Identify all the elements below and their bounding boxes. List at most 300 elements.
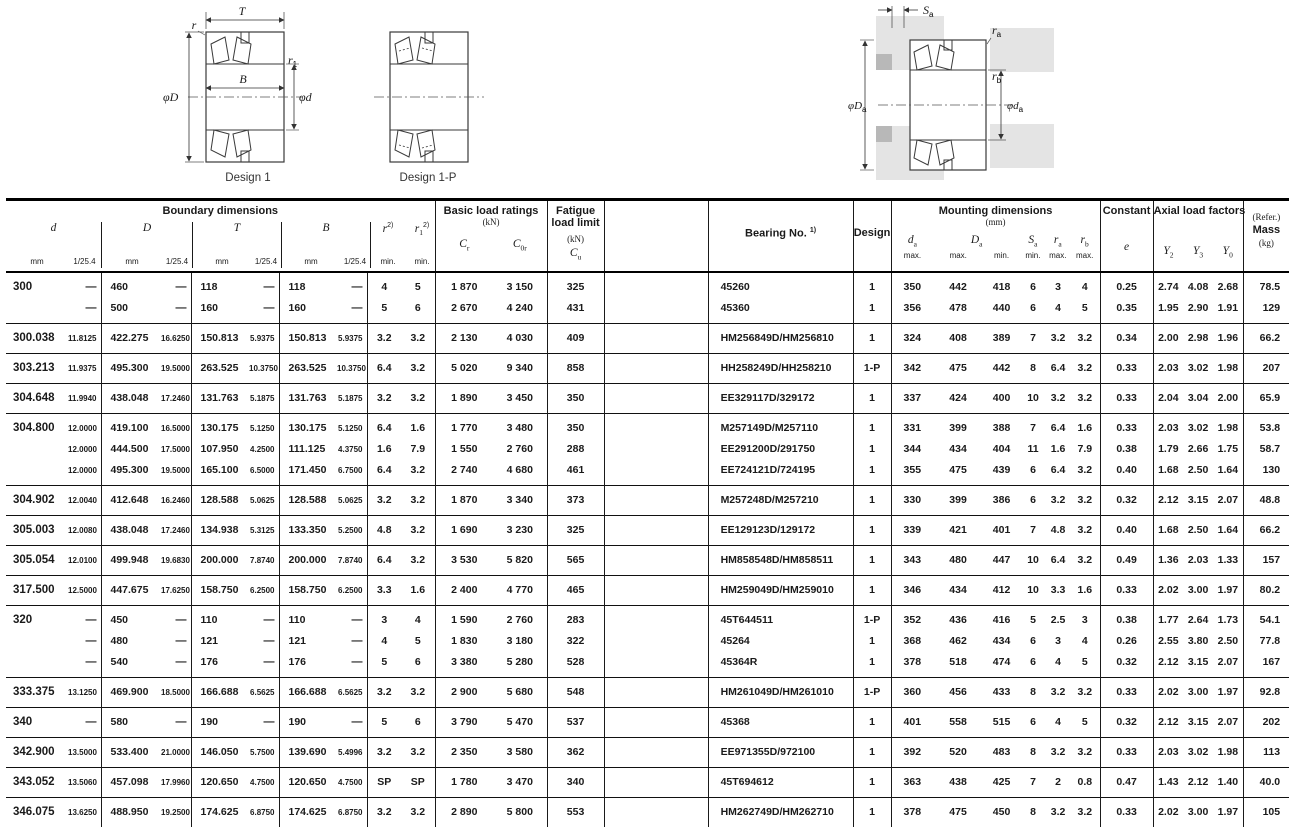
cell-bearing-no: M257149D/M257110 [708, 413, 853, 439]
cell-bearing-no: EE329117D/329172 [708, 383, 853, 413]
cell-sa-min: 6 [1030, 301, 1036, 314]
cell-T-inch: 4.7500 [249, 767, 279, 797]
cell-bearing-no: HM261049D/HM261010 [708, 677, 853, 707]
cell-spacer [604, 439, 708, 460]
cell-r-min: 6.4 [376, 463, 392, 476]
cell-spacer [604, 383, 708, 413]
cell-Da-max: 408 [933, 323, 983, 353]
cell-sa-min: 6 [1020, 707, 1046, 737]
cell-cr: 3 530 [435, 545, 493, 575]
row-group [6, 575, 1289, 605]
cell-D-mm: 444.500 [110, 442, 149, 455]
cell-T-inch: 6.5000 [249, 460, 279, 486]
cell-spacer [604, 460, 708, 486]
cell-c0r: 5 680 [493, 677, 547, 707]
cell-bearing-no: 45360 [708, 298, 853, 324]
cell-D-inch: — [161, 605, 191, 631]
cell-spacer [604, 323, 708, 353]
cell-B-inch: 10.3750 [337, 353, 367, 383]
cell-T-inch: — [249, 272, 279, 298]
cell-sa-min: 8 [1020, 737, 1046, 767]
cell-B-mm: 121 [288, 634, 307, 647]
cell-T-mm: 190 [191, 707, 249, 737]
cell-B-inch: — [337, 272, 367, 298]
cell-y2: 2.12 [1153, 485, 1183, 515]
cell-design: 1 [853, 737, 891, 767]
row-group [6, 272, 1289, 324]
cell-ra-max: 4.8 [1046, 515, 1070, 545]
cell-cu: 528 [547, 652, 604, 678]
cell-y2: 2.12 [1158, 655, 1179, 668]
cell-B-inch: 5.1250 [337, 413, 367, 439]
cell-B-inch: 5.1875 [337, 383, 367, 413]
dim-label-rb: rb [992, 69, 1002, 85]
cell-cu: 858 [547, 353, 604, 383]
cell-T-inch: — [249, 298, 279, 324]
cell-da-max: 363 [891, 767, 933, 797]
header-spacer-column [604, 200, 708, 272]
cell-c0r: 9 340 [493, 353, 547, 383]
cell-y2: 1.95 [1158, 301, 1179, 314]
cell-D-mm: 450 [101, 605, 161, 631]
header-mounting-dimensions: Mounting dimensions (mm) $d_a$ $D_a$ $S_a$ $r_a$ $r_b$ max. max. min. min. max. max. [891, 200, 1100, 272]
cell-spacer [604, 677, 708, 707]
cell-d-inch: — [68, 631, 101, 652]
cell-B-inch: — [337, 707, 367, 737]
cell-r1-min: 3.2 [401, 737, 435, 767]
cell-rb-max: 3.2 [1070, 460, 1100, 486]
cell-Da-min: 389 [983, 323, 1020, 353]
cell-ra-max: 6.4 [1046, 413, 1070, 439]
cell-ra-max: 6.4 [1046, 545, 1070, 575]
cell-bearing-no: HM858548D/HM858511 [708, 545, 853, 575]
cell-da-max: 355 [903, 463, 922, 476]
cell-B-inch: — [337, 298, 367, 324]
cell-design: 1-P [853, 677, 891, 707]
cell-Da-max: 475 [949, 463, 967, 476]
cell-Da-max: 475 [933, 797, 983, 827]
table-row [6, 413, 1289, 439]
cell-D-inch: 19.2500 [161, 797, 191, 827]
cell-D-inch: 19.5000 [161, 353, 191, 383]
cell-r-min: 6.4 [367, 545, 401, 575]
cell-da-max: 330 [891, 485, 933, 515]
cell-constant-e: 0.32 [1100, 485, 1153, 515]
cell-spacer [604, 575, 708, 605]
cell-D-inch: 17.9960 [161, 767, 191, 797]
cell-d-mm [6, 631, 68, 652]
cell-mass: 129 [1262, 301, 1281, 314]
cell-constant-e: 0.25 [1100, 272, 1153, 298]
cell-cu: 350 [547, 413, 604, 439]
cell-y0: 1.91 [1213, 298, 1243, 324]
cell-D-mm: 460 [101, 272, 161, 298]
cell-mass: 40.0 [1243, 767, 1289, 797]
cell-bearing-no: 45368 [708, 707, 853, 737]
cell-Da-max: 520 [933, 737, 983, 767]
bearing-table [6, 198, 1289, 827]
cell-ra-max: 2.5 [1046, 605, 1070, 631]
cell-sa-min: 11 [1027, 442, 1039, 455]
cell-Da-min: 400 [983, 383, 1020, 413]
cell-da-max: 350 [891, 272, 933, 298]
cell-design: 1 [853, 413, 891, 439]
header-col-D: D mm 1/25.4 [102, 222, 193, 268]
cell-mass: 202 [1243, 707, 1289, 737]
cell-r1-min: 3.2 [401, 353, 435, 383]
cell-d-mm: 300.038 [6, 323, 68, 353]
cell-design: 1-P [853, 605, 891, 631]
cell-d-inch: 12.0080 [68, 515, 101, 545]
row-group [6, 413, 1289, 485]
cell-sa-min: 8 [1020, 677, 1046, 707]
cell-cr: 1 780 [435, 767, 493, 797]
cell-T-inch: 5.9375 [249, 323, 279, 353]
cell-ra-max: 3 [1046, 272, 1070, 298]
cell-mass: 66.2 [1243, 323, 1289, 353]
cell-T-mm: 131.763 [191, 383, 249, 413]
cell-d-mm: 304.902 [6, 485, 68, 515]
cell-ra-max: 6.4 [1050, 463, 1066, 476]
cell-rb-max: 5 [1070, 652, 1100, 678]
cell-r1-min: 3.2 [401, 545, 435, 575]
cell-r-min: 3.2 [367, 737, 401, 767]
cell-d-mm: 303.213 [6, 353, 68, 383]
cell-Da-min: 434 [992, 634, 1011, 647]
cell-spacer [604, 797, 708, 827]
table-row [6, 272, 1289, 298]
cell-Da-max: 436 [933, 605, 983, 631]
cell-T-mm: 150.813 [191, 323, 249, 353]
cell-B-inch: — [337, 605, 367, 631]
cell-T-inch: 5.0625 [249, 485, 279, 515]
cell-rb-max: 3.2 [1070, 323, 1100, 353]
cell-Da-min: 450 [983, 797, 1020, 827]
header-bearing-no: Bearing No. $^{1)}$ [708, 200, 853, 272]
cell-bearing-no: 45364R [708, 652, 853, 678]
cell-design: 1 [853, 323, 891, 353]
cell-r-min: 4 [367, 272, 401, 298]
cell-D-mm: 580 [101, 707, 161, 737]
cell-B-mm: 139.690 [279, 737, 337, 767]
cell-rb-max: 4 [1070, 631, 1100, 652]
cell-cr: 1 590 [435, 605, 493, 631]
cell-bearing-no: HM262749D/HM262710 [708, 797, 853, 827]
cell-B-mm: 150.813 [279, 323, 337, 353]
cell-y0: 1.64 [1213, 515, 1243, 545]
cell-c0r: 3 450 [493, 383, 547, 413]
cell-d-mm: 340 [6, 707, 68, 737]
row-group [6, 323, 1289, 353]
cell-c0r: 2 760 [493, 605, 547, 631]
cell-B-mm: 131.763 [279, 383, 337, 413]
dim-label-T: T [238, 4, 246, 18]
cell-da-max: 342 [891, 353, 933, 383]
cell-T-inch: 5.1250 [249, 413, 279, 439]
header-basic-load-ratings: Basic load ratings (kN) $C_r$ $C_{0r}$ [435, 200, 547, 272]
cell-y3: 2.64 [1183, 605, 1213, 631]
cell-T-mm: 128.588 [191, 485, 249, 515]
cell-r-min: 3.2 [367, 323, 401, 353]
cell-D-inch: 17.2460 [161, 515, 191, 545]
cell-sa-min: 5 [1020, 605, 1046, 631]
design-1-drawing [158, 2, 378, 170]
dim-label-phiDa: φDa [848, 100, 867, 114]
cell-bearing-no: HH258249D/HH258210 [708, 353, 853, 383]
cell-y3: 3.00 [1183, 677, 1213, 707]
cell-y0: 1.73 [1213, 605, 1243, 631]
cell-T-mm: 165.100 [200, 463, 239, 476]
cell-T-inch: 6.5625 [249, 677, 279, 707]
cell-cr: 1 890 [435, 383, 493, 413]
table-row [6, 485, 1289, 515]
cell-y0: 1.98 [1213, 353, 1243, 383]
cell-B-inch: 6.2500 [337, 575, 367, 605]
cell-B-inch: 4.7500 [337, 767, 367, 797]
cell-y0: 1.97 [1213, 677, 1243, 707]
cell-r-min: 5 [381, 301, 388, 314]
row-group [6, 605, 1289, 677]
cell-constant-e: 0.33 [1100, 737, 1153, 767]
table-row [6, 353, 1289, 383]
cell-y2: 1.68 [1158, 463, 1179, 476]
cell-T-inch: 6.2500 [249, 575, 279, 605]
cell-sa-min: 8 [1020, 797, 1046, 827]
cell-constant-e: 0.38 [1100, 439, 1153, 460]
cell-y2: 2.02 [1153, 797, 1183, 827]
cell-y3: 3.80 [1187, 634, 1209, 647]
cell-rb-max: 3.2 [1070, 677, 1100, 707]
cell-Da-max: 518 [949, 655, 967, 668]
cell-d-mm [6, 298, 68, 324]
cell-D-inch: 16.6250 [161, 323, 191, 353]
cell-y3: 2.03 [1183, 545, 1213, 575]
cell-B-inch: 5.4996 [337, 737, 367, 767]
figure-design-1p [368, 2, 488, 184]
cell-design: 1 [853, 631, 891, 652]
cell-spacer [604, 272, 708, 298]
cell-T-mm: 176 [200, 655, 219, 668]
cell-d-mm: 342.900 [6, 737, 68, 767]
cell-B-mm: 120.650 [279, 767, 337, 797]
figure-mounting-dimensions [848, 2, 1118, 194]
cell-r-min: SP [367, 767, 401, 797]
cell-da-max: 343 [891, 545, 933, 575]
cell-cr: 1 870 [435, 485, 493, 515]
cell-y0: 1.64 [1213, 460, 1243, 486]
cell-da-max: 356 [903, 301, 922, 314]
cell-mass: 78.5 [1243, 272, 1289, 298]
cell-sa-min: 7 [1020, 413, 1046, 439]
table-row [6, 677, 1289, 707]
cell-cr: 2 740 [451, 463, 478, 476]
cell-c0r: 5 800 [493, 797, 547, 827]
cell-B-mm: 111.125 [288, 442, 326, 455]
cell-T-inch: 7.8740 [249, 545, 279, 575]
table-header [6, 200, 1289, 272]
cell-r1-min: 3.2 [401, 797, 435, 827]
cell-design: 1 [853, 575, 891, 605]
dim-label-r1: r1 [288, 53, 298, 69]
cell-da-max: 360 [891, 677, 933, 707]
cell-T-mm: 146.050 [191, 737, 249, 767]
cell-T-inch: — [249, 707, 279, 737]
cell-y0: 2.50 [1213, 631, 1243, 652]
cell-d-inch: 12.0040 [68, 485, 101, 515]
cell-ra-max: 3.2 [1046, 737, 1070, 767]
cell-y0: 1.97 [1213, 797, 1243, 827]
cell-D-inch: — [161, 272, 191, 298]
cell-design: 1 [853, 439, 891, 460]
cell-constant-e: 0.33 [1100, 353, 1153, 383]
table-row [6, 767, 1289, 797]
cell-rb-max: 4 [1070, 272, 1100, 298]
cell-constant-e: 0.33 [1100, 413, 1153, 439]
cell-r1-min: 5 [401, 272, 435, 298]
cell-D-inch: 21.0000 [161, 737, 191, 767]
cell-spacer [604, 298, 708, 324]
cell-Da-min: 447 [983, 545, 1020, 575]
cell-d-inch: 12.5000 [68, 575, 101, 605]
table-row [6, 460, 1289, 486]
header-fatigue-load-limit: Fatigue load limit (kN) $C_u$ [547, 200, 604, 272]
header-design: Design [853, 200, 891, 272]
cell-rb-max: 3.2 [1070, 737, 1100, 767]
cell-y3: 4.08 [1183, 272, 1213, 298]
cell-y2: 2.00 [1153, 323, 1183, 353]
cell-constant-e: 0.33 [1100, 797, 1153, 827]
cell-bearing-no: 45T694612 [708, 767, 853, 797]
cell-D-mm: 438.048 [101, 515, 161, 545]
cell-T-mm: 263.525 [191, 353, 249, 383]
bearing-table-wrap [6, 198, 1289, 827]
cell-d-mm: 320 [6, 605, 68, 631]
cell-design: 1 [853, 797, 891, 827]
cell-r-min: 3 [367, 605, 401, 631]
cell-design: 1 [853, 545, 891, 575]
cell-cr: 2 890 [435, 797, 493, 827]
cell-d-inch: 12.0000 [68, 460, 101, 486]
cell-y3: 3.00 [1183, 575, 1213, 605]
cell-Da-max: 456 [933, 677, 983, 707]
cell-D-inch: — [161, 652, 191, 678]
cell-Da-max: 399 [933, 485, 983, 515]
cell-cu: 565 [547, 545, 604, 575]
cell-r-min: 6.4 [367, 353, 401, 383]
cell-da-max: 392 [891, 737, 933, 767]
cell-cu: 325 [547, 515, 604, 545]
cell-y3: 3.04 [1183, 383, 1213, 413]
cell-ra-max: 2 [1046, 767, 1070, 797]
cell-spacer [604, 353, 708, 383]
cell-B-mm: 171.450 [288, 463, 327, 476]
cell-rb-max: 3 [1070, 605, 1100, 631]
row-group [6, 485, 1289, 515]
cell-D-mm: 469.900 [101, 677, 161, 707]
cell-bearing-no: EE291200D/291750 [708, 439, 853, 460]
cell-T-mm: 160 [200, 301, 219, 314]
cell-B-mm: 118 [279, 272, 337, 298]
cell-d-inch: — [68, 652, 101, 678]
cell-r1-min: 1.6 [401, 413, 435, 439]
cell-cr: 2 350 [435, 737, 493, 767]
cell-sa-min: 6 [1030, 463, 1036, 476]
cell-T-inch: 5.3125 [249, 515, 279, 545]
cell-r-min: 3.2 [367, 485, 401, 515]
cell-Da-max: 462 [949, 634, 967, 647]
cell-design: 1 [853, 515, 891, 545]
cell-r1-min: 3.2 [401, 383, 435, 413]
cell-T-inch: — [249, 605, 279, 631]
header-col-T: T mm 1/25.4 [193, 222, 282, 268]
cell-r-min: 5 [367, 707, 401, 737]
cell-r1-min: 6 [401, 652, 435, 678]
cell-D-mm: 495.300 [101, 353, 161, 383]
header-col-B: B mm 1/25.4 [282, 222, 371, 268]
cell-design: 1-P [853, 353, 891, 383]
cell-constant-e: 0.26 [1100, 631, 1153, 652]
header-constant: Constant e [1100, 200, 1153, 272]
cell-cr: 1 830 [451, 634, 478, 647]
cell-c0r: 4 680 [493, 460, 547, 486]
cell-d-mm: 304.800 [6, 413, 68, 439]
cell-bearing-no: M257248D/M257210 [708, 485, 853, 515]
cell-spacer [604, 737, 708, 767]
cell-r1-min: 6 [401, 707, 435, 737]
cell-constant-e: 0.47 [1100, 767, 1153, 797]
cell-cr: 2 130 [435, 323, 493, 353]
cell-da-max: 368 [903, 634, 922, 647]
cell-ra-max: 4 [1055, 655, 1061, 668]
cell-y0: 1.98 [1213, 737, 1243, 767]
cell-cr: 1 770 [435, 413, 493, 439]
cell-da-max: 346 [891, 575, 933, 605]
cell-Da-min: 442 [983, 353, 1020, 383]
cell-rb-max: 0.8 [1070, 767, 1100, 797]
table-row [6, 575, 1289, 605]
cell-D-inch: — [161, 298, 191, 324]
cell-B-mm: 160 [288, 301, 307, 314]
table-row [6, 605, 1289, 631]
cell-mass: 54.1 [1243, 605, 1289, 631]
header-mass: (Refer.) Mass (kg) [1243, 200, 1289, 272]
row-group [6, 383, 1289, 413]
design-1p-drawing [368, 2, 488, 170]
cell-cu: 461 [547, 460, 604, 486]
cell-rb-max: 1.6 [1070, 575, 1100, 605]
header-col-d: d mm 1/25.4 [6, 222, 102, 268]
cell-Da-min: 418 [983, 272, 1020, 298]
cell-sa-min: 10 [1020, 383, 1046, 413]
cell-cu: 548 [547, 677, 604, 707]
cell-Da-max: 475 [933, 353, 983, 383]
cell-bearing-no: 45260 [708, 272, 853, 298]
cell-T-mm: 121 [200, 634, 219, 647]
cell-T-mm: 174.625 [191, 797, 249, 827]
cell-cr: 1 690 [435, 515, 493, 545]
cell-ra-max: 6.4 [1046, 353, 1070, 383]
cell-bearing-no: 45264 [708, 631, 853, 652]
cell-Da-max: 480 [933, 545, 983, 575]
cell-B-mm: 133.350 [279, 515, 337, 545]
cell-B-inch: — [337, 652, 367, 678]
cell-ra-max: 3.2 [1046, 383, 1070, 413]
cell-cu: 283 [547, 605, 604, 631]
row-group [6, 353, 1289, 383]
cell-d-mm: 305.054 [6, 545, 68, 575]
cell-constant-e: 0.32 [1100, 707, 1153, 737]
cell-y0: 1.98 [1213, 413, 1243, 439]
